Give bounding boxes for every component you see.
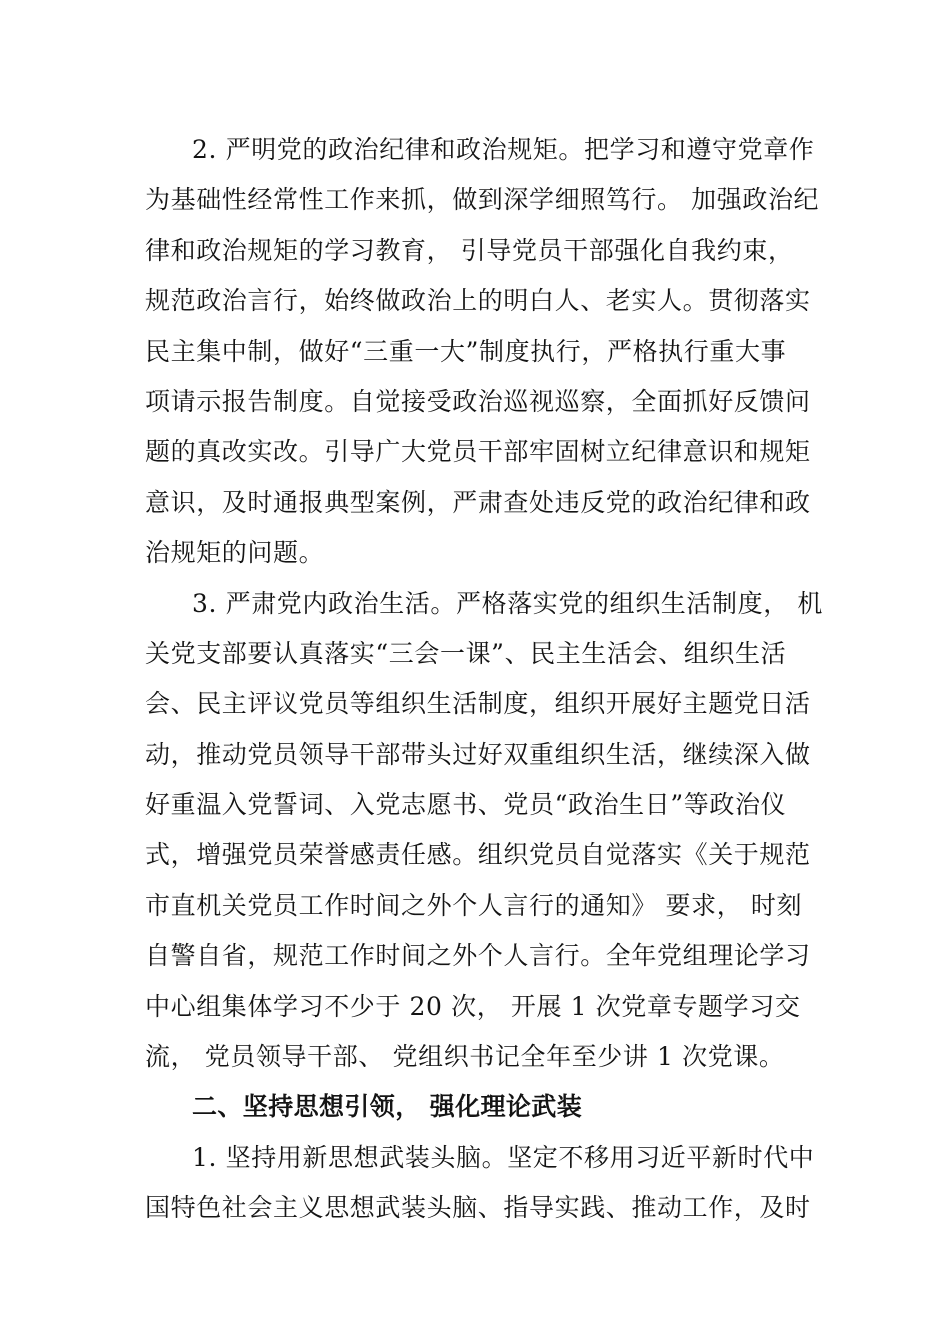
paragraph-2-line-3: 律和政治规矩的学习教育， 引导党员干部强化自我约束， xyxy=(145,235,794,265)
paragraph-3-line-8: 自警自省，规范工作时间之外个人言行。全年党组理论学习 xyxy=(145,941,811,971)
paragraph-2-line-2: 为基础性经常性工作来抓，做到深学细照笃行。 加强政治纪 xyxy=(145,185,820,215)
paragraph-3-line-6: 式，增强党员荣誉感责任感。组织党员自觉落实《关于规范 xyxy=(145,840,811,870)
paragraph-3-line-7: 市直机关党员工作时间之外个人言行的通知》 要求， 时刻 xyxy=(145,890,803,920)
paragraph-2-line-6: 项请示报告制度。自觉接受政治巡视巡察，全面抓好反馈问 xyxy=(145,386,811,416)
paragraph-3-line-2: 关党支部要认真落实“三会一课”、民主生活会、组织生活 xyxy=(145,638,787,668)
paragraph-4-line-2: 国特色社会主义思想武装头脑、指导实践、推动工作，及时 xyxy=(145,1193,811,1223)
paragraph-3-line-10: 流， 党员领导干部、 党组织书记全年至少讲 1 次党课。 xyxy=(145,1042,785,1072)
section-heading-2: 二、坚持思想引领， 强化理论武装 xyxy=(192,1092,583,1122)
paragraph-3-line-4: 动，推动党员领导干部带头过好双重组织生活，继续深入做 xyxy=(145,739,811,769)
paragraph-4-line-1: 1. 坚持用新思想武装头脑。坚定不移用习近平新时代中 xyxy=(192,1142,815,1172)
paragraph-3-line-1: 3. 严肃党内政治生活。严格落实党的组织生活制度， 机 xyxy=(192,588,823,618)
paragraph-2-line-4: 规范政治言行，始终做政治上的明白人、老实人。贯彻落实 xyxy=(145,286,811,316)
paragraph-3-line-3: 会、民主评议党员等组织生活制度，组织开展好主题党日活 xyxy=(145,689,811,719)
paragraph-2-line-7: 题的真改实改。引导广大党员干部牢固树立纪律意识和规矩 xyxy=(145,437,811,467)
paragraph-3-line-9: 中心组集体学习不少于 20 次， 开展 1 次党章专题学习交 xyxy=(145,991,801,1021)
paragraph-2-line-8: 意识，及时通报典型案例，严肃查处违反党的政治纪律和政 xyxy=(145,487,811,517)
document-body xyxy=(145,125,823,1234)
paragraph-2-line-1: 2. 严明党的政治纪律和政治规矩。把学习和遵守党章作 xyxy=(192,135,815,164)
paragraph-3-line-5: 好重温入党誓词、入党志愿书、党员“政治生日”等政治仪 xyxy=(145,790,787,820)
paragraph-2-line-9: 治规矩的问题。 xyxy=(145,538,325,568)
paragraph-2-line-5: 民主集中制，做好“三重一大”制度执行，严格执行重大事 xyxy=(145,336,787,366)
